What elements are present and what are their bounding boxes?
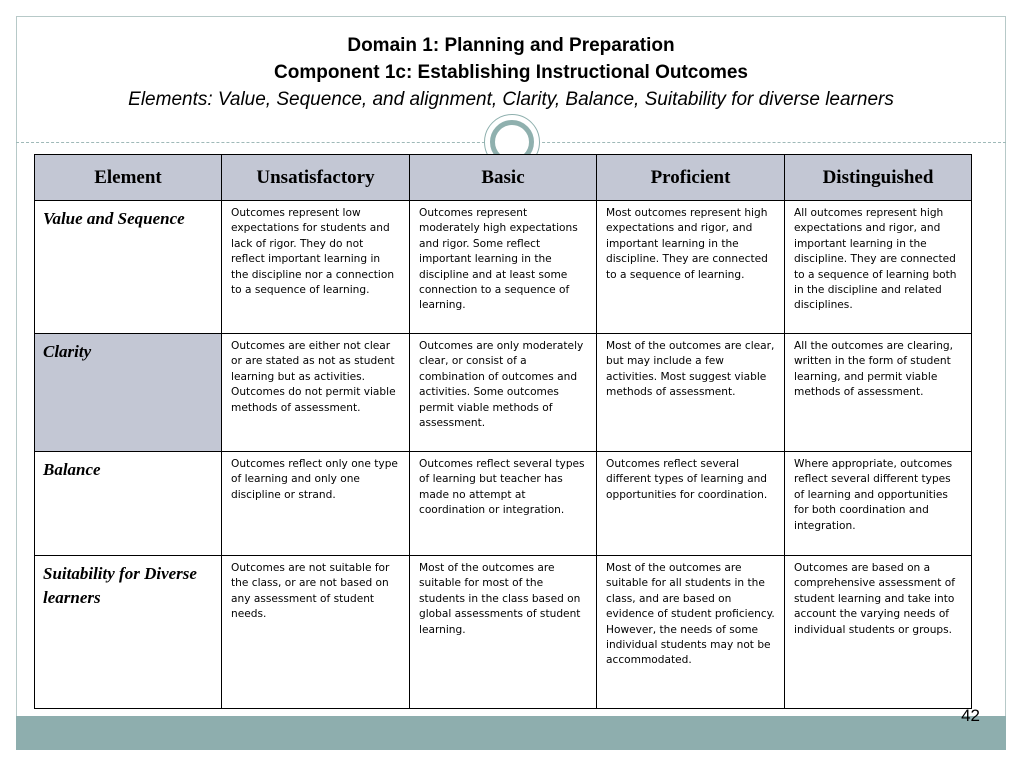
distinguished-cell: Outcomes are based on a comprehensive assessment of student learning and take into account the varying needs of individual students or groups. [785, 556, 972, 709]
proficient-cell: Most outcomes represent high expectations and rigor, and important learning in the discipline. They are connected to a sequence of learning. [597, 201, 785, 334]
elements-subtitle: Elements: Value, Sequence, and alignment, Clarity, Balance, Suitability for diverse learners [128, 89, 894, 110]
basic-cell: Outcomes reflect several types of learning but teacher has made no attempt at coordination or integration. [410, 452, 597, 556]
basic-cell: Most of the outcomes are suitable for most of the students in the class based on global assessments of student learning. [410, 556, 597, 709]
rubric-table [34, 154, 972, 709]
element-label: Suitability for Diverse learners [35, 556, 222, 709]
proficient-cell: Most of the outcomes are clear, but may include a few activities. Most suggest viable methods of assessment. [597, 334, 785, 452]
table-header-row [35, 155, 972, 201]
domain-title: Domain 1: Planning and Preparation [347, 35, 675, 56]
component-title: Component 1c: Establishing Instructional Outcomes [274, 62, 748, 83]
table-row [35, 556, 972, 709]
element-label: Clarity [35, 334, 222, 452]
basic-cell: Outcomes represent moderately high expectations and rigor. Some reflect important learning in the discipline and at least some connection to a sequence of learning. [410, 201, 597, 334]
element-label: Balance [35, 452, 222, 556]
distinguished-cell: All the outcomes are clearing, written in the form of student learning, and permit viable methods of assessment. [785, 334, 972, 452]
column-header-proficient: Proficient [597, 155, 785, 201]
column-header-basic: Basic [410, 155, 597, 201]
unsatisfactory-cell: Outcomes are not suitable for the class, or are not based on any assessment of student needs. [222, 556, 410, 709]
column-header-distinguished: Distinguished [785, 155, 972, 201]
basic-cell: Outcomes are only moderately clear, or consist of a combination of outcomes and activities. Some outcomes permit viable methods of assessment. [410, 334, 597, 452]
slide-header [16, 32, 1006, 113]
page-number: 42 [961, 706, 980, 725]
distinguished-cell: All outcomes represent high expectations and rigor, and important learning in the discipline. They are connected to a sequence of learning both in the discipline and related disciplines. [785, 201, 972, 334]
proficient-cell: Most of the outcomes are suitable for all students in the class, and are based on evidence of student proficiency. However, the needs of some individual students may not be accommodated. [597, 556, 785, 709]
table-row [35, 201, 972, 334]
proficient-cell: Outcomes reflect several different types of learning and opportunities for coordination. [597, 452, 785, 556]
distinguished-cell: Where appropriate, outcomes reflect several different types of learning and opportunities for both coordination and integration. [785, 452, 972, 556]
footer-band [16, 716, 1006, 750]
unsatisfactory-cell: Outcomes are either not clear or are stated as not as student learning but as activities. Outcomes do not permit viable methods of assessment. [222, 334, 410, 452]
element-label: Value and Sequence [35, 201, 222, 334]
unsatisfactory-cell: Outcomes reflect only one type of learning and only one discipline or strand. [222, 452, 410, 556]
table-row [35, 452, 972, 556]
table-row [35, 334, 972, 452]
column-header-unsatisfactory: Unsatisfactory [222, 155, 410, 201]
column-header-element: Element [35, 155, 222, 201]
unsatisfactory-cell: Outcomes represent low expectations for students and lack of rigor. They do not reflect important learning in the discipline nor a connection to a sequence of learning. [222, 201, 410, 334]
